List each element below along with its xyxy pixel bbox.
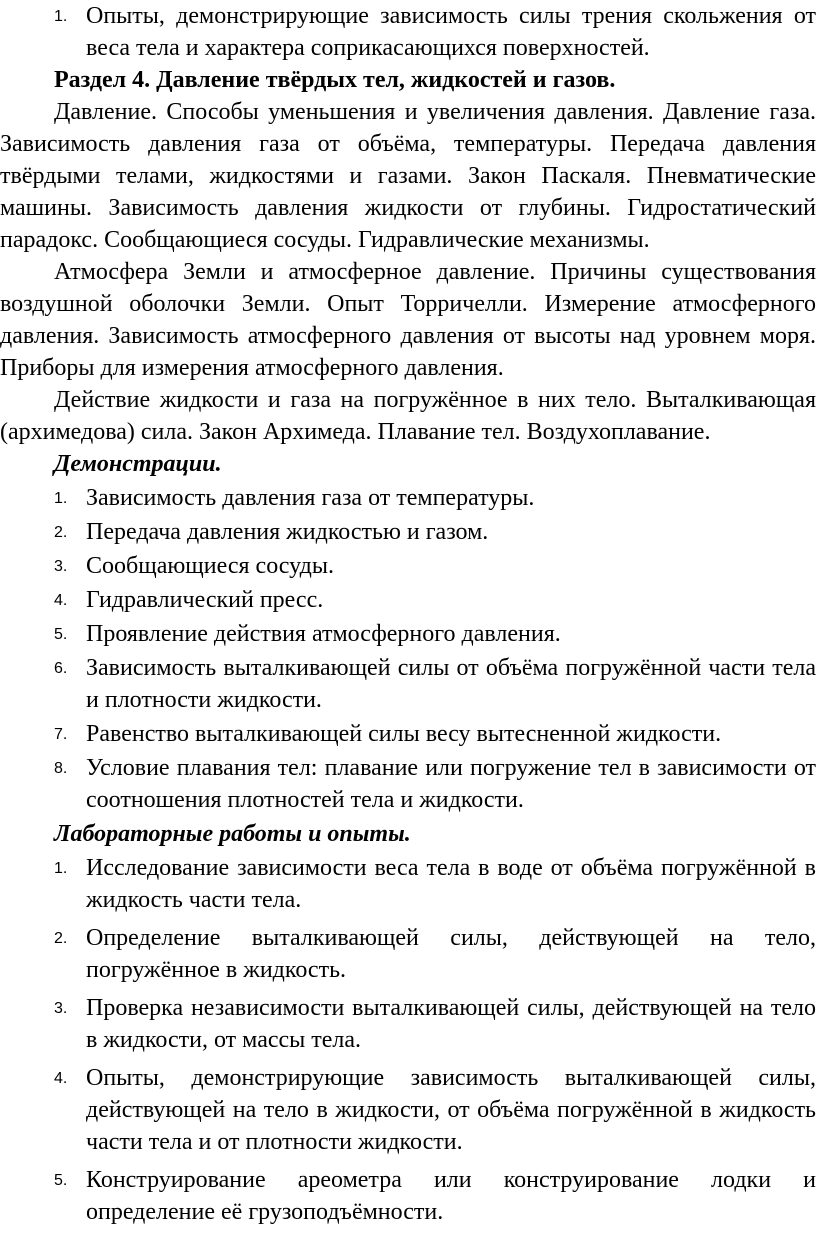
- list-item-number: 1.: [54, 860, 68, 877]
- paragraph: Атмосфера Земли и атмосферное давление. Причины существования воздушной оболочки Земли. Опыт Торричелли. Измерение атмосферного давления. Зависимость атмосферного давления от высоты над уровнем моря. Приборы для измерения атмосферного давления.: [0, 259, 816, 381]
- list-item-text: Проявление действия атмосферного давления.: [86, 621, 561, 647]
- paragraph: Давление. Способы уменьшения и увеличения давления. Давление газа. Зависимость давления газа от объёма, температуры. Передача давления твёрдыми телами, жидкостями и газами. Закон Паскаля. Пневматические машины. Зависимость давления жидкости от глубины. Гидростатический парадокс. Сообщающиеся сосуды. Гидравлические механизмы.: [0, 99, 816, 253]
- list-item-text: Равенство выталкивающей силы весу вытесненной жидкости.: [86, 721, 722, 747]
- section-title: Раздел 4. Давление твёрдых тел, жидкостей и газов.: [54, 67, 616, 93]
- list-item: [0, 516, 816, 548]
- list-item-text: Зависимость давления газа от температуры.: [86, 485, 535, 511]
- list-item: [0, 584, 816, 616]
- list-item: [0, 852, 816, 916]
- list-item-text: Исследование зависимости веса тела в воде от объёма погружённой в жидкость части тела.: [86, 855, 816, 913]
- demonstrations-title: Демонстрации.: [54, 451, 222, 477]
- list-item-text: Определение выталкивающей силы, действующей на тело, погружённое в жидкость.: [86, 925, 816, 983]
- list-item: [0, 482, 816, 514]
- list-item: [0, 652, 816, 716]
- list-item-number: 3.: [54, 558, 68, 575]
- list-item-number: 2.: [54, 524, 68, 541]
- list-item-number: 5.: [54, 1172, 68, 1189]
- list-item-number: 4.: [54, 1070, 68, 1087]
- list-item-number: 3.: [54, 1000, 68, 1017]
- list-item-number: 2.: [54, 930, 68, 947]
- list-item-text: Конструирование ареометра или конструирование лодки и определение её грузоподъёмности.: [86, 1167, 816, 1225]
- list-item-number: 1.: [54, 490, 68, 507]
- list-item: [0, 752, 816, 816]
- paragraph: Действие жидкости и газа на погружённое в них тело. Выталкивающая (архимедова) сила. Закон Архимеда. Плавание тел. Воздухоплавание.: [0, 387, 816, 445]
- list-item-text: Передача давления жидкостью и газом.: [86, 519, 489, 545]
- list-item: [0, 550, 816, 582]
- list-item-text: Сообщающиеся сосуды.: [86, 553, 334, 579]
- list-item: [0, 922, 816, 986]
- list-item-text: Гидравлический пресс.: [86, 587, 324, 613]
- list-item: [0, 0, 816, 64]
- list-item-number: 8.: [54, 760, 68, 777]
- list-item-text: Зависимость выталкивающей силы от объёма погружённой части тела и плотности жидкости.: [86, 655, 816, 713]
- list-item-number: 6.: [54, 660, 68, 677]
- list-item-text: Опыты, демонстрирующие зависимость выталкивающей силы, действующей на тело в жидкости, от объёма погружённой в жидкость части тела и от плотности жидкости.: [86, 1065, 816, 1155]
- list-item: [0, 1164, 816, 1228]
- list-item-number: 1.: [54, 8, 68, 25]
- list-item: [0, 718, 816, 750]
- list-item-number: 5.: [54, 626, 68, 643]
- list-item: [0, 992, 816, 1056]
- list-item-text: Проверка независимости выталкивающей силы, действующей на тело в жидкости, от массы тела.: [86, 995, 816, 1053]
- list-item-number: 4.: [54, 592, 68, 609]
- list-item: [0, 618, 816, 650]
- list-item-number: 7.: [54, 726, 68, 743]
- list-item: [0, 1062, 816, 1158]
- list-item-text: Условие плавания тел: плавание или погружение тел в зависимости от соотношения плотностей тела и жидкости.: [86, 755, 816, 813]
- list-item-text: Опыты, демонстрирующие зависимость силы трения скольжения от веса тела и характера соприкасающихся поверхностей.: [86, 3, 816, 61]
- labs-title: Лабораторные работы и опыты.: [54, 821, 411, 847]
